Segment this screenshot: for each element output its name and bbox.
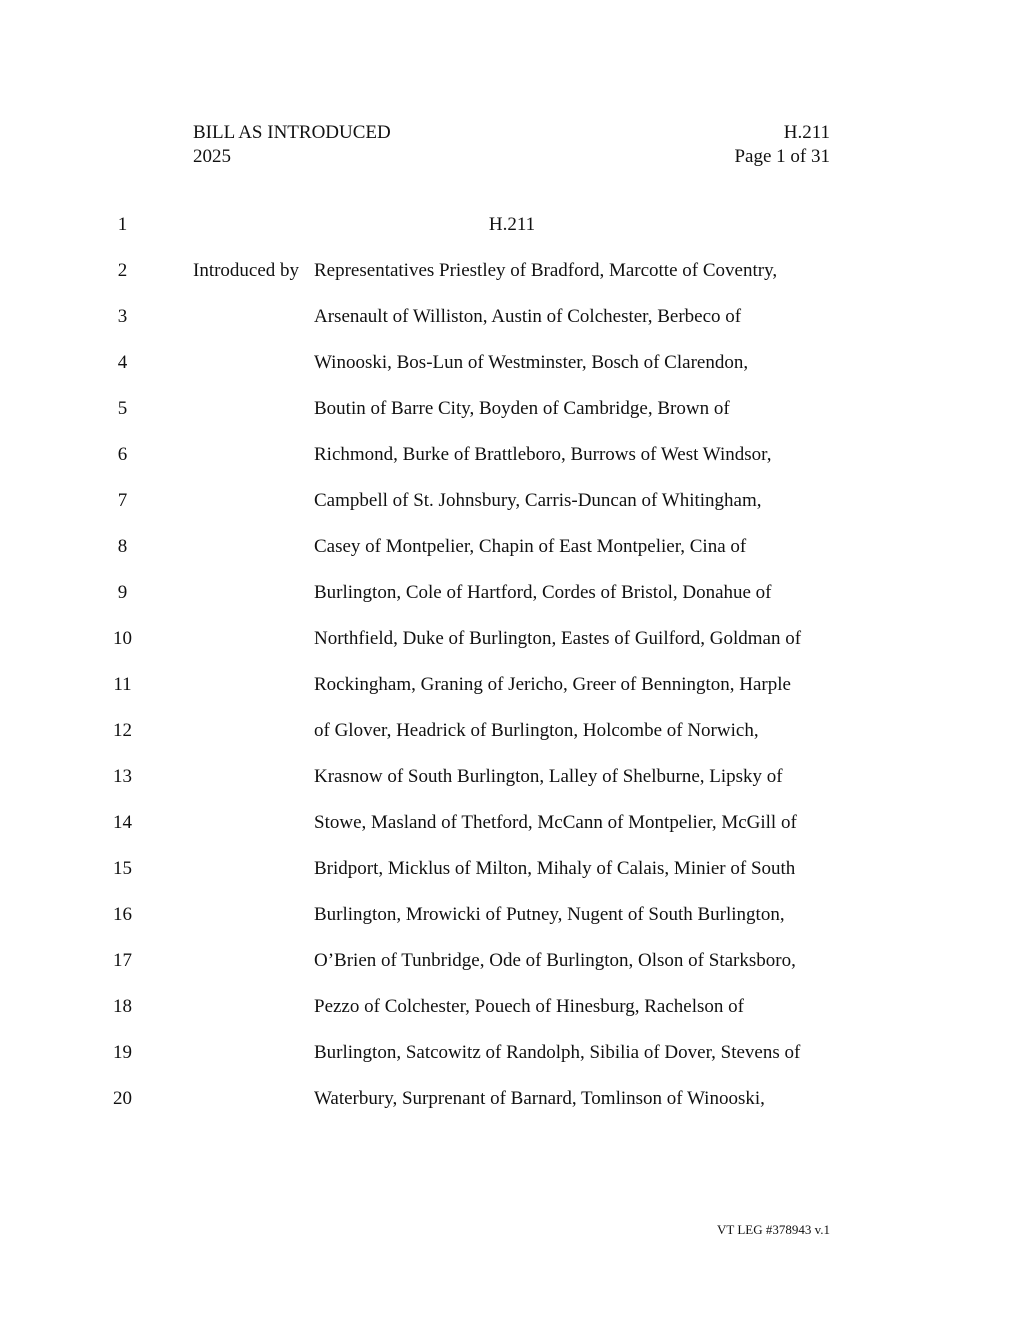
line-number: 5: [117, 398, 128, 419]
sponsor-text: Stowe, Masland of Thetford, McCann of Montpelier, McGill of: [314, 812, 797, 833]
bill-title: H.211: [488, 214, 536, 235]
header-bill-status: BILL AS INTRODUCED: [193, 122, 391, 143]
bill-line-12: [0, 716, 1024, 746]
line-number: 1: [117, 214, 128, 235]
line-number: 19: [113, 1042, 132, 1063]
bill-line-20: [0, 1084, 1024, 1114]
line-number: 15: [113, 858, 132, 879]
bill-line-17: [0, 946, 1024, 976]
bill-line-16: [0, 900, 1024, 930]
line-number: 16: [113, 904, 132, 925]
introduced-by-label: Introduced by: [193, 260, 300, 281]
line-number: 6: [117, 444, 128, 465]
sponsor-text: Campbell of St. Johnsbury, Carris-Duncan of Whitingham,: [314, 490, 762, 511]
sponsor-text: Arsenault of Williston, Austin of Colchester, Berbeco of: [314, 306, 742, 327]
sponsor-text: Burlington, Mrowicki of Putney, Nugent of South Burlington,: [314, 904, 785, 925]
sponsor-text: Northfield, Duke of Burlington, Eastes of Guilford, Goldman of: [314, 628, 802, 649]
bill-line-2: [0, 256, 1024, 286]
sponsor-text: Representatives Priestley of Bradford, Marcotte of Coventry,: [314, 260, 778, 281]
sponsor-text: Waterbury, Surprenant of Barnard, Tomlinson of Winooski,: [314, 1088, 765, 1109]
line-number: 17: [113, 950, 132, 971]
bill-line-14: [0, 808, 1024, 838]
bill-line-15: [0, 854, 1024, 884]
line-number: 18: [113, 996, 132, 1017]
line-number: 13: [113, 766, 132, 787]
bill-line-10: [0, 624, 1024, 654]
sponsor-text: Casey of Montpelier, Chapin of East Montpelier, Cina of: [314, 536, 747, 557]
bill-line-6: [0, 440, 1024, 470]
bill-line-18: [0, 992, 1024, 1022]
header-page-number: Page 1 of 31: [734, 146, 830, 167]
bill-line-19: [0, 1038, 1024, 1068]
line-number: 8: [117, 536, 128, 557]
sponsor-text: Richmond, Burke of Brattleboro, Burrows of West Windsor,: [314, 444, 772, 465]
line-number: 12: [113, 720, 132, 741]
line-number: 4: [117, 352, 128, 373]
bill-line-9: [0, 578, 1024, 608]
line-number: 20: [113, 1088, 132, 1109]
header-year: 2025: [193, 146, 231, 167]
sponsor-text: Boutin of Barre City, Boyden of Cambridge, Brown of: [314, 398, 730, 419]
bill-line-11: [0, 670, 1024, 700]
sponsor-text: O’Brien of Tunbridge, Ode of Burlington, Olson of Starksboro,: [314, 950, 796, 971]
sponsor-text: Rockingham, Graning of Jericho, Greer of Bennington, Harple: [314, 674, 791, 695]
line-number: 3: [117, 306, 128, 327]
sponsor-text: Pezzo of Colchester, Pouech of Hinesburg, Rachelson of: [314, 996, 744, 1017]
line-number: 10: [113, 628, 132, 649]
bill-line-8: [0, 532, 1024, 562]
bill-line-3: [0, 302, 1024, 332]
line-number: 14: [113, 812, 132, 833]
bill-line-5: [0, 394, 1024, 424]
bill-line-1: [0, 210, 1024, 240]
bill-line-4: [0, 348, 1024, 378]
sponsor-text: Bridport, Micklus of Milton, Mihaly of Calais, Minier of South: [314, 858, 796, 879]
bill-line-7: [0, 486, 1024, 516]
header-bill-number: H.211: [783, 122, 830, 143]
sponsor-text: of Glover, Headrick of Burlington, Holcombe of Norwich,: [314, 720, 759, 741]
sponsor-text: Krasnow of South Burlington, Lalley of Shelburne, Lipsky of: [314, 766, 783, 787]
sponsor-text: Winooski, Bos-Lun of Westminster, Bosch of Clarendon,: [314, 352, 749, 373]
line-number: 9: [117, 582, 128, 603]
line-number: 7: [117, 490, 128, 511]
line-number: 2: [117, 260, 128, 281]
line-number: 11: [113, 674, 132, 695]
sponsor-text: Burlington, Satcowitz of Randolph, Sibilia of Dover, Stevens of: [314, 1042, 801, 1063]
bill-line-13: [0, 762, 1024, 792]
sponsor-text: Burlington, Cole of Hartford, Cordes of Bristol, Donahue of: [314, 582, 772, 603]
footer-document-id: VT LEG #378943 v.1: [716, 1222, 830, 1237]
